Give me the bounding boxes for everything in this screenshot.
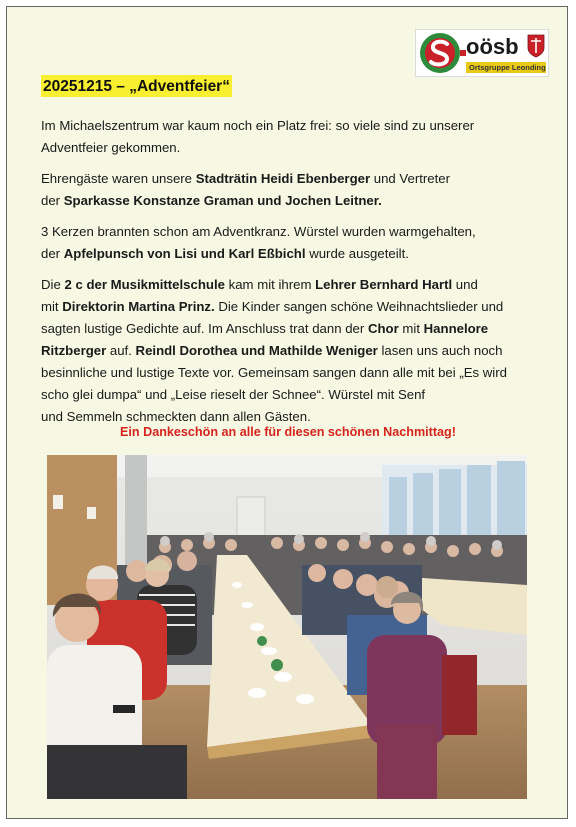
- paragraph-4: [41, 274, 541, 428]
- text-run: der: [41, 246, 64, 261]
- logo-subtitle: Ortsgruppe Leonding: [466, 62, 546, 73]
- text-run: scho glei dumpa“ und „Leise rieselt der Schnee“. Würstel mit Senf: [41, 387, 426, 402]
- text-run: sagten lustige Gedichte auf. Im Anschluss trat dann der: [41, 321, 368, 336]
- bold-text: Hannelore: [423, 321, 489, 336]
- text-run: Die: [41, 277, 65, 292]
- text-run: und: [452, 277, 478, 292]
- text-run: wurde ausgeteilt.: [305, 246, 409, 261]
- bold-text: Apfelpunsch von Lisi und Karl Eßbichl: [63, 246, 306, 261]
- paragraph-3: [41, 221, 541, 265]
- text-run: besinnliche und lustige Texte vor. Gemeinsam sangen dann alle mit bei „Es wird: [41, 365, 507, 380]
- text-run: mit: [41, 299, 63, 314]
- event-photo-illustration: [47, 455, 527, 799]
- bold-text: Direktorin Martina Prinz.: [62, 299, 215, 314]
- paragraph-2: [41, 168, 541, 212]
- bold-text: Sparkasse Konstanze Graman und Jochen Leitner.: [63, 193, 382, 208]
- bold-text: 2 c der Musikmittelschule: [64, 277, 225, 292]
- event-photo: [47, 455, 527, 799]
- text-run: Die Kinder sangen schöne Weihnachtslieder und: [214, 299, 504, 314]
- page-title: 20251215 – „Adventfeier“: [41, 75, 232, 97]
- bold-text: Chor: [367, 321, 399, 336]
- text-run: Im Michaelszentrum war kaum noch ein Platz frei: so viele sind zu unserer: [41, 118, 475, 133]
- text-run: Adventfeier gekommen.: [41, 140, 181, 155]
- text-run: Ehrengäste waren unsere: [41, 171, 196, 186]
- oesb-logo: [415, 29, 549, 77]
- logo-brand-text: oösb: [466, 34, 519, 59]
- document-page: [6, 6, 568, 819]
- text-run: und Semmeln schmeckten dann allen Gästen.: [41, 409, 311, 424]
- text-run: mit: [398, 321, 424, 336]
- paragraph-1: [41, 115, 541, 159]
- bold-text: Lehrer Bernhard Hartl: [315, 277, 453, 292]
- text-run: kam mit ihrem: [224, 277, 316, 292]
- text-run: 3 Kerzen brannten schon am Adventkranz. Würstel wurden warmgehalten,: [41, 224, 476, 239]
- bold-text: Ritzberger: [41, 343, 107, 358]
- text-run: lasen uns auch noch: [377, 343, 503, 358]
- thanks-line: Ein Dankeschön an alle für diesen schönen Nachmittag!: [120, 425, 456, 439]
- text-run: der: [41, 193, 64, 208]
- article-body: [41, 115, 541, 437]
- bold-text: Stadträtin Heidi Ebenberger: [195, 171, 371, 186]
- bold-text: Reindl Dorothea und Mathilde Weniger: [135, 343, 378, 358]
- text-run: und Vertreter: [370, 171, 450, 186]
- text-run: auf.: [106, 343, 136, 358]
